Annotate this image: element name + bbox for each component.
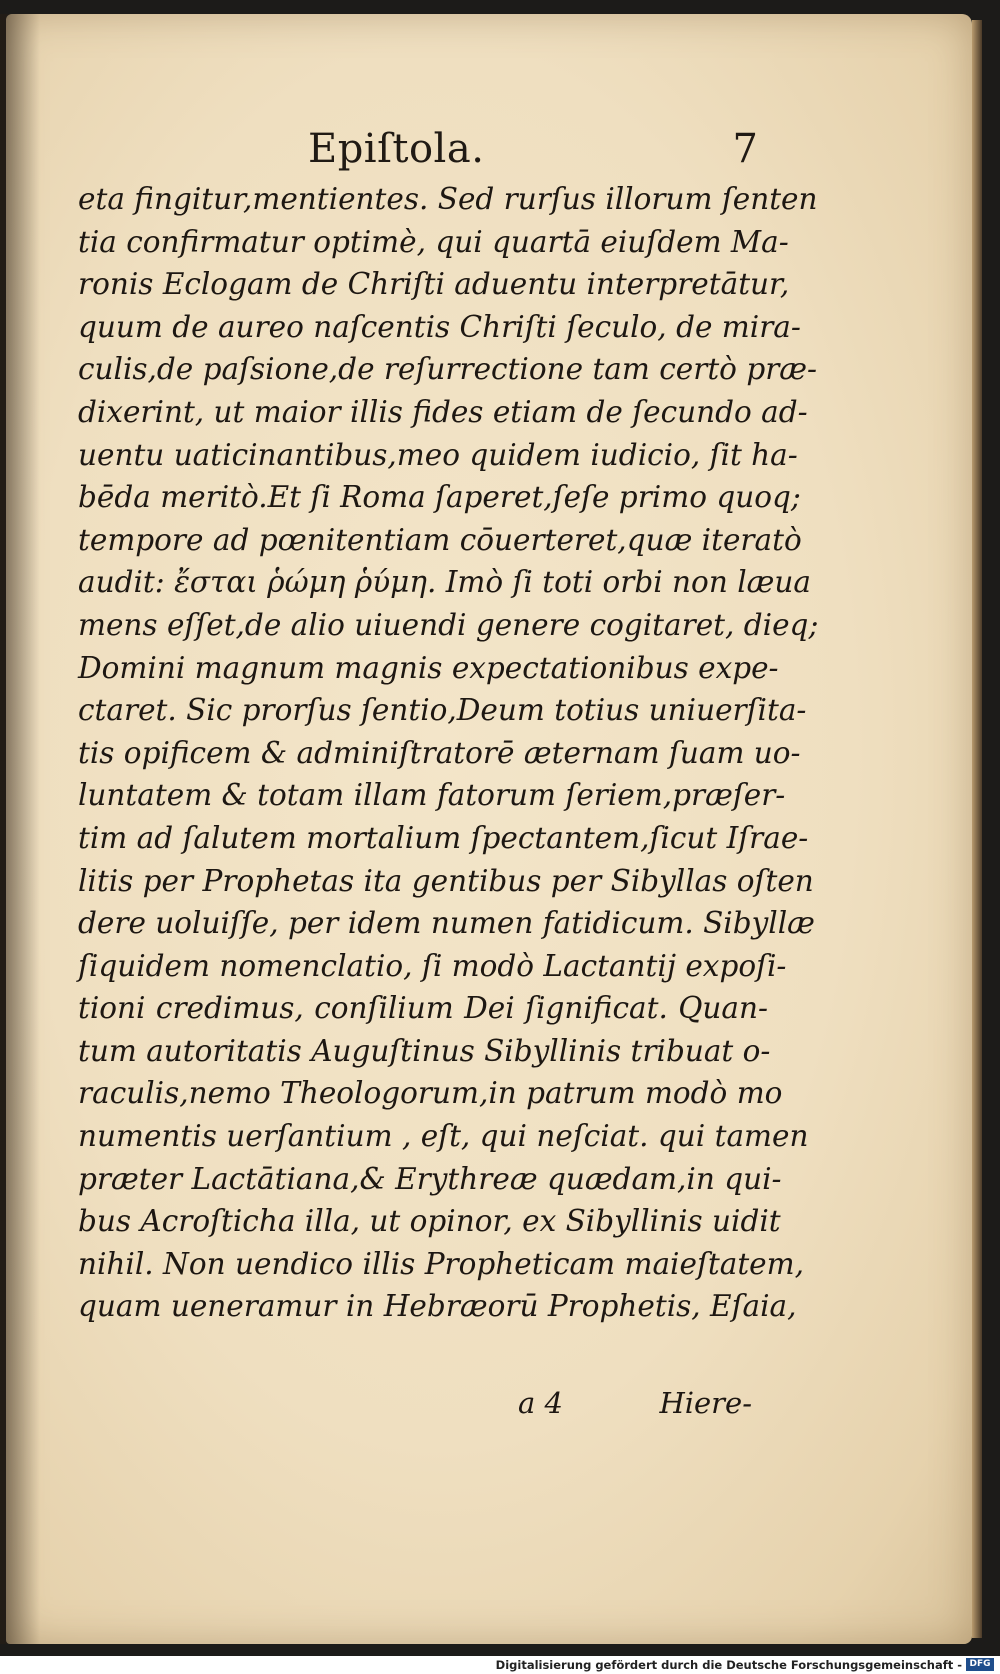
text-line: tis opificem & adminiſtratorē æternam ſuam uo- [78,735,801,770]
text-line: dixerint, ut maior illis fides etiam de ſecundo ad- [78,394,808,429]
text-line: luntatem & totam illam fatorum ſeriem,præſer- [78,778,786,813]
text-line: tioni credimus, conſilium Dei ſignificat. Quan- [78,991,768,1026]
text-line: tim ad ſalutem mortalium ſpectantem,ſicut Iſrae- [78,820,809,855]
text-line: bus Acroſticha illa, ut opinor, ex Sibyllinis uidit [78,1204,781,1239]
text-line: bēda meritò.Et ſi Roma ſaperet,ſeſe primo quoq; [78,480,801,515]
text-line: dere uoluiſſe, per idem numen fatidicum. Sibyllæ [78,906,815,941]
text-line: præter Lactātiana,& Erythreæ quædam,in qui- [78,1161,782,1196]
text-line: ſiquidem nomenclatio, ſi modò Lactantij expoſi- [78,948,787,983]
text-line: ronis Eclogam de Chriſti aduentu interpretātur, [78,267,790,302]
page-foot [78,1386,768,1430]
running-head: Epiſtola. [308,126,485,172]
digitization-footer [0,1656,1000,1674]
text-line: Domini magnum magnis expectationibus expe- [78,650,779,685]
text-line: culis,de paſsione,de reſurrectione tam certò præ- [78,352,817,387]
text-line: eta fingitur,mentientes. Sed rurſus illorum ſenten [78,182,818,216]
text-line: ctaret. Sic prorſus ſentio,Deum totius uniuerſita- [78,693,807,728]
page-edge [972,20,982,1638]
body-text [78,178,819,1328]
page-number: 7 [732,126,758,172]
text-line: quam ueneramur in Hebræorū Prophetis, Eſaia, [78,1289,797,1324]
text-line: litis per Prophetas ita gentibus per Sibyllas oſten [78,863,814,898]
text-line: uentu uaticinantibus,meo quidem iudicio, ſit ha- [78,437,798,472]
text-line: numentis uerſantium , eſt, qui neſciat. qui tamen [78,1119,809,1154]
dfg-logo-icon: DFG [966,1658,994,1671]
text-line: nihil. Non uendico illis Propheticam maieſtatem, [78,1246,804,1281]
text-line: raculis,nemo Theologorum,in patrum modò mo [78,1076,783,1111]
text-line: tia confirmatur optimè, qui quartā eiuſdem Ma- [78,224,789,259]
text-line: tempore ad pœnitentiam cōuerteret,quæ iteratò [78,522,802,557]
text-line: quum de aureo naſcentis Chriſti ſeculo, de mira- [78,309,801,344]
page-header [78,126,758,182]
text-line: mens eſſet,de alio uiuendi genere cogitaret, dieq; [78,607,819,642]
text-line: tum autoritatis Auguſtinus Sibyllinis tribuat o- [78,1033,771,1068]
funding-credit: Digitalisierung gefördert durch die Deutsche Forschungsgemeinschaft - [495,1658,962,1672]
signature-mark: a 4 [518,1386,563,1420]
spine-shadow [0,14,40,1644]
catchword: Hiere- [659,1386,752,1420]
text-line: audit: ἔσται ῥώμη ῥύμη. Imò ſi toti orbi non læua [78,565,811,600]
